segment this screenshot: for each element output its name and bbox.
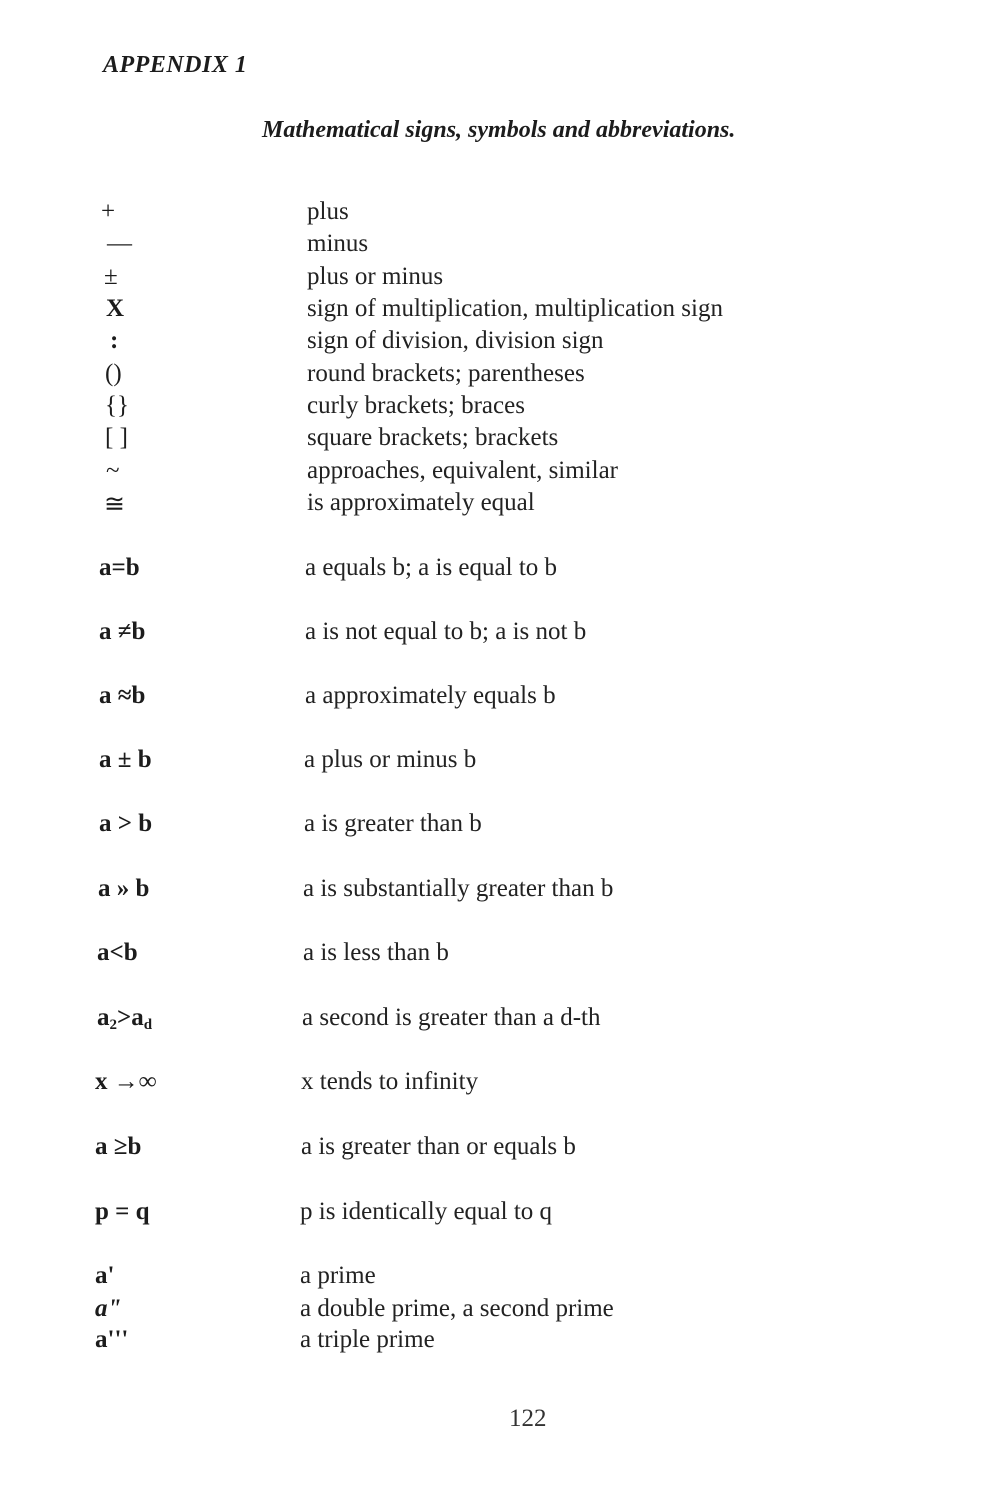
description: a is greater than or equals b xyxy=(301,1133,576,1160)
appendix-heading: APPENDIX 1 xyxy=(103,52,248,78)
symbol: X xyxy=(106,295,125,322)
symbol: + xyxy=(101,198,116,225)
symbol: x →∞ xyxy=(95,1068,157,1095)
list-item xyxy=(0,875,1000,907)
description: a is greater than b xyxy=(304,810,482,837)
list-item xyxy=(0,198,1000,230)
description: sign of multiplication, multiplication sign xyxy=(307,295,723,322)
symbol: a ≠b xyxy=(99,618,146,645)
symbol: a ≈b xyxy=(99,682,146,709)
symbol: a > b xyxy=(99,810,153,837)
description: a is not equal to b; a is not b xyxy=(305,618,587,645)
list-item xyxy=(0,618,1000,650)
symbol: [ ] xyxy=(105,424,128,451)
description: a plus or minus b xyxy=(304,746,477,773)
list-item xyxy=(0,1262,1000,1294)
description: a double prime, a second prime xyxy=(300,1295,614,1322)
symbol: a' xyxy=(95,1262,115,1289)
list-item xyxy=(0,1295,1000,1327)
symbol: {} xyxy=(105,392,129,419)
symbol: a=b xyxy=(99,554,140,581)
description: x tends to infinity xyxy=(301,1068,479,1095)
symbol: () xyxy=(105,360,122,387)
description: minus xyxy=(307,230,369,257)
symbol-base: a xyxy=(97,1004,110,1031)
symbol: ~ xyxy=(106,457,120,484)
description: a is less than b xyxy=(303,939,449,966)
list-item xyxy=(0,682,1000,714)
symbol: a » b xyxy=(98,875,150,902)
description: a prime xyxy=(300,1262,376,1289)
symbol: ≅ xyxy=(104,491,125,518)
list-item xyxy=(0,263,1000,295)
list-item xyxy=(0,230,1000,262)
symbol-relation: >a xyxy=(117,1004,144,1031)
description: square brackets; brackets xyxy=(307,424,559,451)
description: is approximately equal xyxy=(307,489,535,516)
description: plus or minus xyxy=(307,263,444,290)
description: curly brackets; braces xyxy=(307,392,525,419)
description: a approximately equals b xyxy=(305,682,556,709)
list-item xyxy=(0,457,1000,489)
page-title: Mathematical signs, symbols and abbreviations. xyxy=(262,117,736,143)
symbol: : xyxy=(110,327,119,354)
list-item xyxy=(0,1133,1000,1165)
description: p is identically equal to q xyxy=(300,1198,553,1225)
description: a triple prime xyxy=(300,1326,435,1353)
symbol-subscript: 2 xyxy=(109,1017,117,1033)
description: a second is greater than a d-th xyxy=(302,1004,601,1031)
description: sign of division, division sign xyxy=(307,327,604,354)
list-item xyxy=(0,360,1000,392)
list-item xyxy=(0,746,1000,778)
list-item xyxy=(0,810,1000,842)
list-item xyxy=(0,1198,1000,1230)
symbol: p = q xyxy=(95,1198,150,1225)
symbol: a ± b xyxy=(99,746,152,773)
list-item xyxy=(0,939,1000,971)
list-item xyxy=(0,1326,1000,1358)
list-item xyxy=(0,489,1000,521)
list-item xyxy=(0,295,1000,327)
list-item xyxy=(0,392,1000,424)
symbol xyxy=(97,1004,152,1034)
description: round brackets; parentheses xyxy=(307,360,585,387)
symbol-subscript: d xyxy=(143,1017,153,1033)
description: plus xyxy=(307,198,349,225)
list-item xyxy=(0,1004,1000,1036)
list-item xyxy=(0,327,1000,359)
list-item xyxy=(0,1068,1000,1100)
description: approaches, equivalent, similar xyxy=(307,457,618,484)
symbol: ± xyxy=(104,263,118,290)
symbol: a''' xyxy=(95,1326,129,1353)
page-number: 122 xyxy=(509,1405,547,1432)
list-item xyxy=(0,424,1000,456)
description: a equals b; a is equal to b xyxy=(305,554,558,581)
description: a is substantially greater than b xyxy=(303,875,614,902)
symbol: a<b xyxy=(97,939,138,966)
symbol: a ≥b xyxy=(95,1133,142,1160)
symbol: — xyxy=(107,230,132,257)
symbol: a" xyxy=(95,1295,122,1322)
list-item xyxy=(0,554,1000,586)
